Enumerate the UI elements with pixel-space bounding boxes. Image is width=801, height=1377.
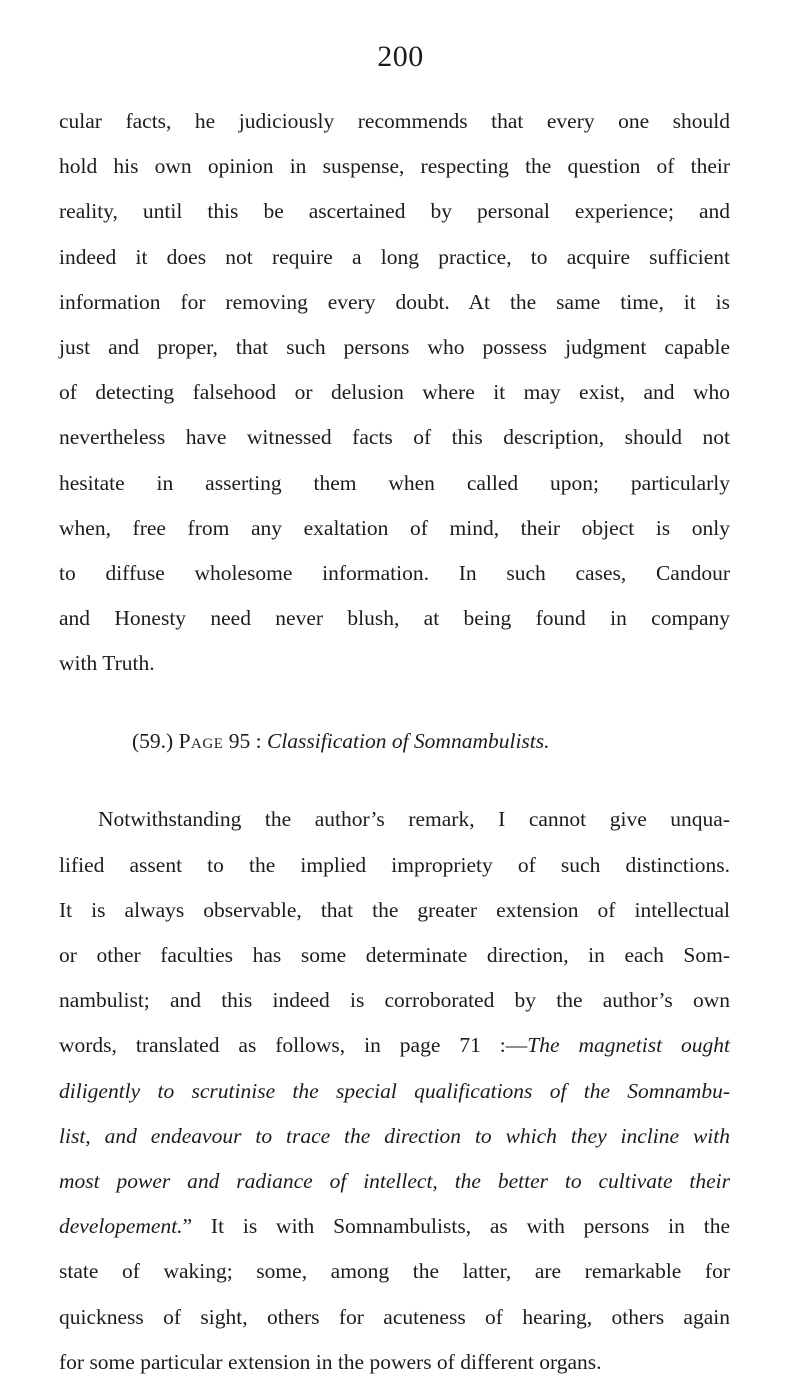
quoted-italic-text: diligently to scrutinise the special qualifications of the Somnambu- [59, 1078, 730, 1103]
section-title: Classification of Somnambulists. [266, 729, 550, 754]
quoted-italic-text: developement. [59, 1214, 183, 1239]
text-line: to diffuse wholesome information. In such cases, Candour [59, 561, 730, 585]
text-line: nambulist; and this indeed is corroborated by the author’s own [59, 988, 730, 1013]
text-line: state of waking; some, among the latter, are remarkable for [59, 1259, 730, 1284]
text-line: nevertheless have witnessed facts of this description, should not [59, 425, 730, 450]
quoted-italic-text: most power and radiance of intellect, the better to cultivate their [59, 1169, 730, 1193]
text-line [59, 1211, 730, 1241]
page-number: 200 [377, 40, 424, 73]
text-line: quickness of sight, others for acuteness of hearing, others again [59, 1304, 730, 1329]
text-line: cular facts, he judiciously recommends that every one should [59, 109, 730, 133]
text-line: or other faculties has some determinate direction, in each Som- [59, 943, 730, 967]
text-line: It is always observable, that the greater extension of intellectual [59, 897, 730, 922]
text-line: with Truth. [59, 651, 155, 676]
text-line: indeed it does not require a long practice, to acquire sufficient [59, 244, 730, 269]
text-line: and Honesty need never blush, at being found in company [59, 606, 730, 631]
text-line: Notwithstanding the author’s remark, I cannot give unqua- [98, 807, 730, 832]
text-line: when, free from any exaltation of mind, their object is only [59, 515, 730, 540]
text-line: reality, until this be ascertained by personal experience; and [59, 199, 730, 224]
text-line: of detecting falsehood or delusion where it may exist, and who [59, 380, 730, 405]
text-line: for some particular extension in the powers of different organs. [59, 1349, 602, 1374]
text-line [59, 1030, 730, 1060]
text-line [59, 1076, 730, 1106]
text-run: ” It is with Somnambulists, as with persons in the [182, 1214, 730, 1239]
quoted-italic-text: The magnetist ought [527, 1033, 730, 1058]
text-line: hesitate in asserting them when called upon; particularly [59, 470, 730, 495]
text-line: lified assent to the implied impropriety of such distinctions. [59, 852, 730, 877]
text-line: just and proper, that such persons who possess judgment capable [59, 335, 730, 359]
text-line: information for removing every doubt. At the same time, it is [59, 289, 730, 314]
section-heading [132, 726, 550, 756]
quoted-italic-text: list, and endeavour to trace the direction to which they incline with [59, 1123, 730, 1148]
text-run: words, translated as follows, in page 71 :— [59, 1033, 528, 1058]
page-label: Page [178, 729, 224, 754]
text-line: hold his own opinion in suspense, respecting the question of their [59, 154, 730, 179]
text-line [59, 1121, 730, 1151]
text-line [59, 1166, 730, 1196]
section-number: (59.) [132, 729, 174, 754]
page-reference: 95 : [228, 729, 262, 754]
